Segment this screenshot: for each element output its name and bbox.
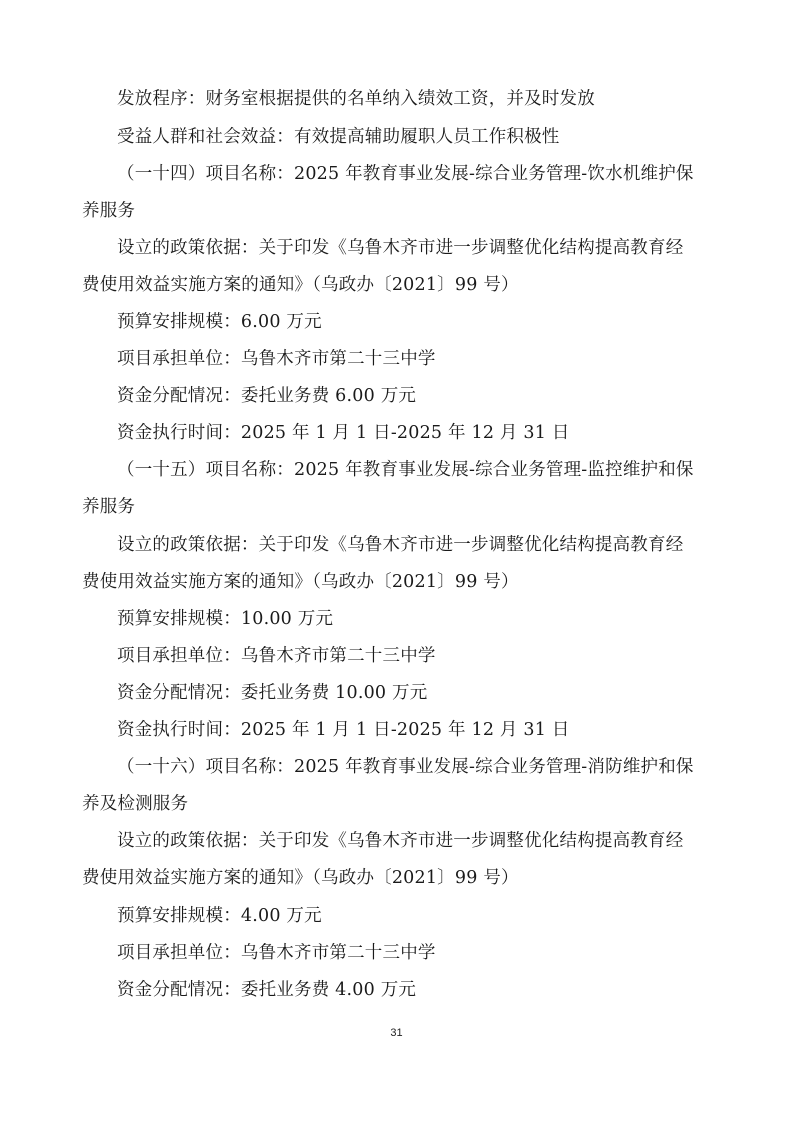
text-line: 发放程序：财务室根据提供的名单纳入绩效工资，并及时发放 <box>117 89 595 109</box>
text-line: 项目承担单位：乌鲁木齐市第二十三中学 <box>117 943 436 963</box>
section-heading-continued: 养服务 <box>82 497 136 517</box>
text-line: 设立的政策依据：关于印发《乌鲁木齐市进一步调整优化结构提高教育经 <box>117 535 684 555</box>
text-line: 项目承担单位：乌鲁木齐市第二十三中学 <box>117 349 436 369</box>
text-line: 预算安排规模：6.00 万元 <box>117 312 322 332</box>
text-line: 资金分配情况：委托业务费 10.00 万元 <box>117 683 428 703</box>
section-heading-continued: 养及检测服务 <box>82 794 189 814</box>
text-line: 资金分配情况：委托业务费 4.00 万元 <box>117 980 417 1000</box>
text-line: 资金分配情况：委托业务费 6.00 万元 <box>117 386 417 406</box>
section-heading: （一十四）项目名称：2025 年教育事业发展-综合业务管理-饮水机维护保 <box>117 164 694 184</box>
section-heading: （一十五）项目名称：2025 年教育事业发展-综合业务管理-监控维护和保 <box>117 460 694 480</box>
text-line: 受益人群和社会效益：有效提高辅助履职人员工作积极性 <box>117 127 560 147</box>
text-line: 资金执行时间：2025 年 1 月 1 日-2025 年 12 月 31 日 <box>117 720 570 740</box>
page-number: 31 <box>390 1027 403 1039</box>
section-heading: （一十六）项目名称：2025 年教育事业发展-综合业务管理-消防维护和保 <box>117 757 694 777</box>
text-line-continued: 费使用效益实施方案的通知》（乌政办〔2021〕99 号） <box>82 275 519 295</box>
text-line: 预算安排规模：10.00 万元 <box>117 609 334 629</box>
section-heading-continued: 养服务 <box>82 201 136 221</box>
text-line: 预算安排规模：4.00 万元 <box>117 906 322 926</box>
text-line: 资金执行时间：2025 年 1 月 1 日-2025 年 12 月 31 日 <box>117 423 570 443</box>
text-line-continued: 费使用效益实施方案的通知》（乌政办〔2021〕99 号） <box>82 572 519 592</box>
text-line: 项目承担单位：乌鲁木齐市第二十三中学 <box>117 646 436 666</box>
text-line: 设立的政策依据：关于印发《乌鲁木齐市进一步调整优化结构提高教育经 <box>117 831 684 851</box>
text-line-continued: 费使用效益实施方案的通知》（乌政办〔2021〕99 号） <box>82 868 519 888</box>
text-line: 设立的政策依据：关于印发《乌鲁木齐市进一步调整优化结构提高教育经 <box>117 238 684 258</box>
